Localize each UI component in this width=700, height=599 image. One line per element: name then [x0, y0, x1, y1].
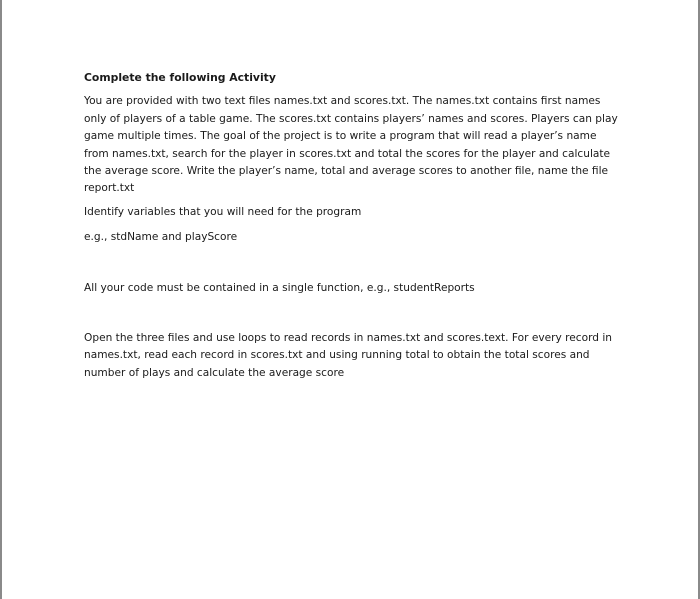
page-left-border: [0, 0, 2, 599]
activity-heading: Complete the following Activity: [84, 71, 276, 84]
document-body: [84, 69, 624, 382]
single-function-instruction: All your code must be contained in a single function, e.g., studentReports: [84, 281, 475, 294]
intro-paragraph: You are provided with two text files names.txt and scores.txt. The names.txt contains first names only of players of a table game. The scores.txt contains players’ names and scores. Players can play game multiple times. The goal of the project is to write a program that will read a player’s name from names.txt, search for the player in scores.txt and total the scores for the player and calculate the average score. Write the player’s name, total and average scores to another file, name the file report.txt: [84, 95, 618, 195]
variables-example: e.g., stdName and playScore: [84, 231, 238, 244]
variables-instruction: Identify variables that you will need for the program: [84, 205, 362, 218]
loops-instruction: Open the three files and use loops to read records in names.txt and scores.text. For every record in names.txt, read each record in scores.txt and using running total to obtain the total scores and number of plays and calculate the average score: [84, 332, 612, 379]
